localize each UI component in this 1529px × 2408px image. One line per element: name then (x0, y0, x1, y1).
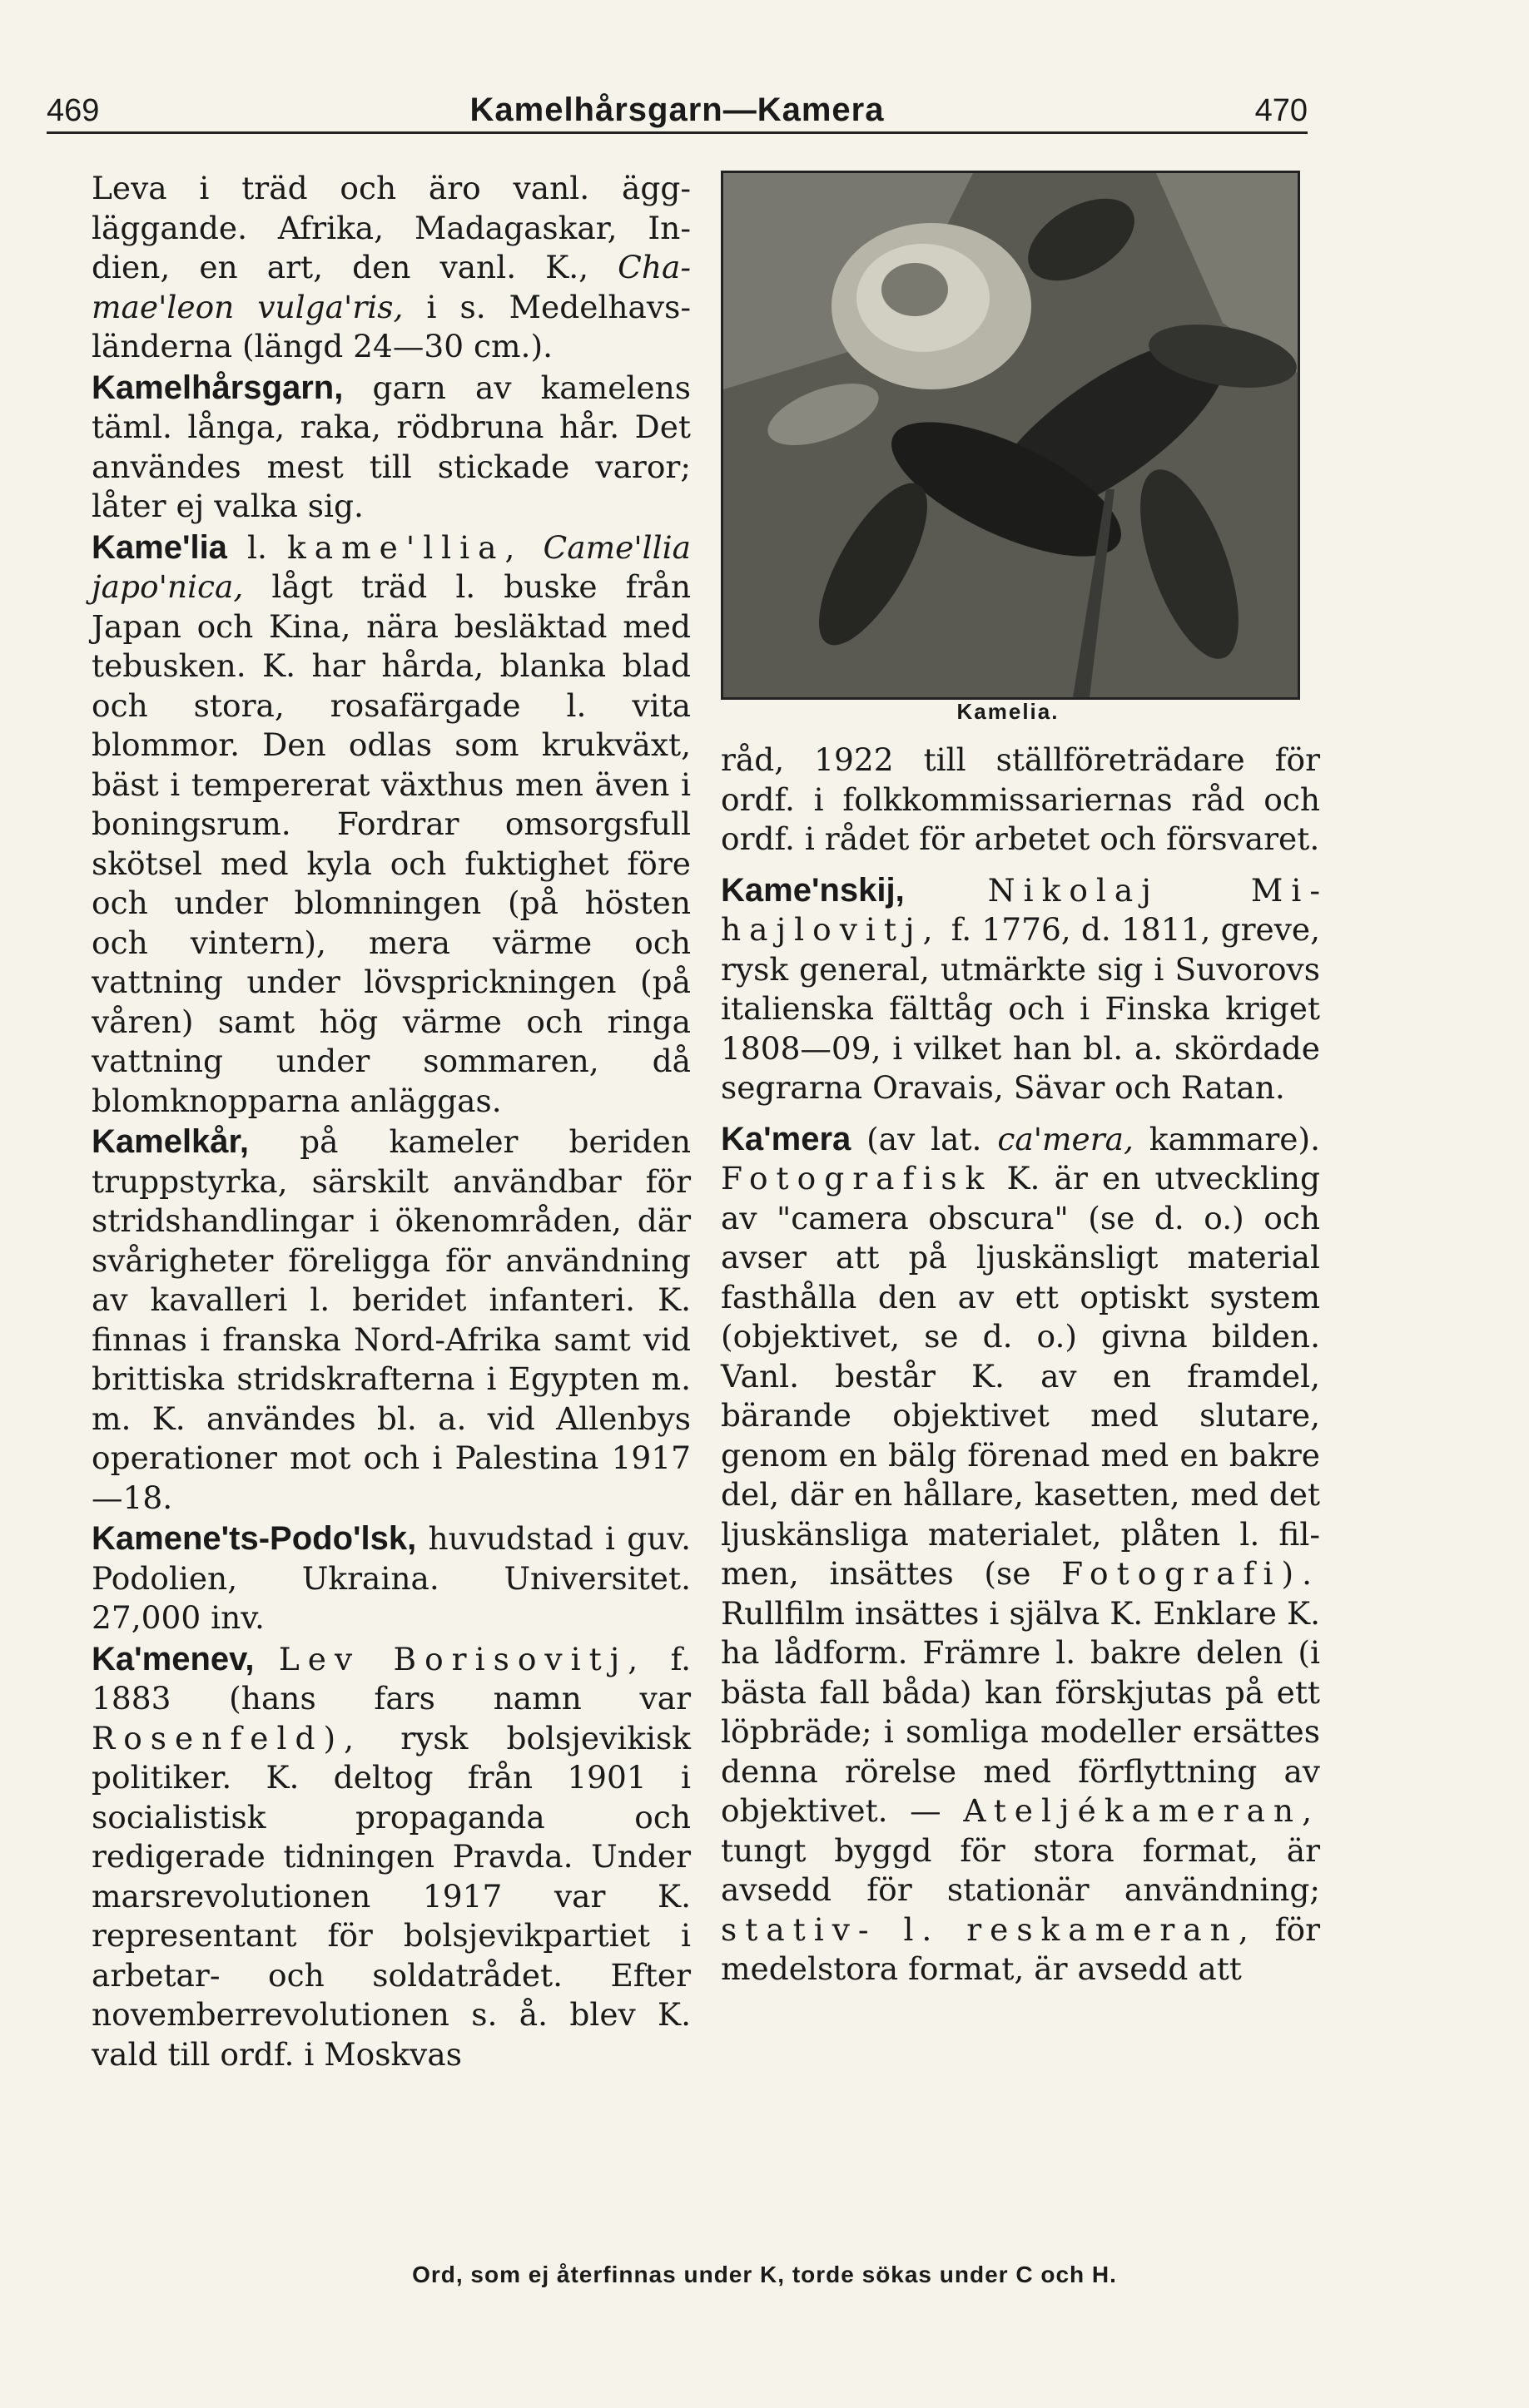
entry-text: (av lat. (866, 1120, 982, 1157)
entry-text: rysk bolsjevikisk politiker. K. deltog från 1901 i socialistisk propaganda och redigerade tidningen Pravda. Under marsrevolutionen 1917 var K. representant för bolsjevikpartiet i arbetar- och soldatrådet. Efter novemberrevolutionen s. å. blev K. vald till ordf. i Moskvas (92, 1719, 691, 2073)
entry-text: K. är en utveckling av "camera obscura" (se d. o.) och avser att på ljuskänsligt material fasthålla den av ett optiskt system (objektivet, se d. o.) givna bilden. Vanl. består K. av en framdel, bärande objektivet med slutare, genom en bälg förenad med en bakre del, där en hållare, kasetten, med det ljuskänsliga materialet, plåten l. filmen, insättes (se (721, 1160, 1321, 1592)
entry-text: i s. Medelhavsländerna (längd 24—30 cm.). (92, 288, 692, 364)
entry-text: Leva i träd och äro vanl. äggläggande. Afrika, Madagaskar, Indien, en art, den vanl. K., (92, 170, 691, 285)
header-rule (47, 131, 1308, 134)
camellia-photo (721, 171, 1300, 700)
spaced-term: Rosenfeld), (92, 1719, 363, 1756)
entry-kameleont-end (92, 169, 691, 367)
camellia-illustration (723, 173, 1298, 697)
latin-term: ca'mera, (997, 1120, 1134, 1157)
running-title: Kamelhårsgarn—Kamera (469, 92, 885, 128)
entry-kamenev (92, 1640, 691, 2075)
entry-text: Rullfilm insättes i själva K. Enklare K. ha lådform. Främre l. bakre delen (i bästa fall båda) kan förskjutas på ett löpbräde; i somliga modeller ersättes denna rörelse med förflyttning av objektivet. — (721, 1594, 1320, 1829)
entry-text: kammare). (1149, 1120, 1321, 1157)
spaced-term: Lev Borisovitj, (278, 1640, 647, 1677)
page-header (47, 79, 1308, 129)
entry-kamenskij (721, 871, 1320, 1108)
entry-text: på kameler beriden truppstyrka, särskilt användbar för stridshandlingar i ökenområden, där svårigheter föreligga för användning av kavalleri l. beridet infanteri. K. finnas i franska Nord-Afrika samt vid brittiska stridskrafterna i Egypten m. m. K. användes bl. a. vid Allenbys operationer mot och i Palestina 1917—18. (92, 1123, 691, 1516)
entry-kamenets-podolsk (92, 1519, 691, 1638)
entry-headword: Kamelkår, (92, 1123, 250, 1160)
spaced-term: Ateljékameran, (963, 1792, 1320, 1829)
entry-text: för medelstora format, är avsedd att (721, 1910, 1320, 1987)
entry-kamera (721, 1120, 1320, 1989)
entry-text: tungt byggd för stora format, är avsedd för stationär användning; (721, 1831, 1320, 1908)
spaced-term: Nikolaj Mihajlovitj, (721, 871, 1320, 948)
right-page-number: 470 (1254, 93, 1308, 128)
entry-kamelia (92, 528, 691, 1122)
spaced-term: kame'llia, (287, 528, 524, 566)
entry-text: råd, 1922 till ställföreträdare för ordf. i folkkommissariernas råd och ordf. i rådet för arbetet och försvaret. (721, 741, 1320, 857)
figure-caption: Kamelia. (956, 699, 1060, 724)
latin-name: Came'llia japo'nica, (92, 528, 691, 605)
entry-headword: Kamelhårsgarn, (92, 369, 344, 406)
entry-text: huvudstad i guv. Podolien, Ukraina. Universitet. 27,000 inv. (92, 1520, 692, 1636)
spaced-term: stativ- l. reskameran, (721, 1910, 1257, 1948)
spaced-term: Fotografi). (1061, 1555, 1320, 1592)
entry-kamelkar (92, 1122, 691, 1518)
entry-kamenev-end (721, 741, 1320, 860)
latin-name: Chamae'leon vulga'ris, (92, 249, 692, 325)
right-column (721, 741, 1320, 1989)
entry-headword: Kame'nskij, (721, 871, 905, 909)
entry-headword: Kame'lia (92, 528, 227, 566)
entry-text: l. (247, 528, 267, 566)
entry-text: f. 1776, d. 1811, greve, rysk general, utmärkte sig i Suvorovs italienska fälttåg och i Finska kriget 1808—09, i vilket han bl. a. skördade segrarna Oravais, Sävar och Ratan. (721, 911, 1321, 1106)
left-column (92, 169, 691, 2074)
entry-headword: Ka'mera (721, 1120, 851, 1157)
left-page-number: 469 (47, 93, 100, 128)
entry-text: lågt träd l. buske från Japan och Kina, nära besläktad med tebusken. K. har hårda, blanka blad och stora, rosafärgade l. vita blommor. Den odlas som krukväxt, bäst i tempererat växthus men även i boningsrum. Fordrar omsorgsfull skötsel med kyla och fuktighet före och under blomningen (på hösten och vintern), mera värme och vattning under lövsprickningen (på våren) samt hög värme och ringa vattning under sommaren, då blomknopparna anläggas. (92, 568, 691, 1119)
page-footer-note: Ord, som ej återfinnas under K, torde sökas under C och H. (412, 2262, 1117, 2287)
entry-headword: Ka'menev, (92, 1640, 255, 1677)
entry-text: garn av kamelens täml. långa, raka, rödbruna hår. Det användes mest till stickade varor; låter ej valka sig. (92, 369, 691, 524)
spaced-term: Fotografisk (721, 1160, 993, 1197)
entry-kamelharsgarn (92, 369, 691, 527)
entry-headword: Kamene'ts-Podo'lsk, (92, 1520, 417, 1557)
entry-text: f. 1883 (hans fars namn var (92, 1640, 692, 1717)
